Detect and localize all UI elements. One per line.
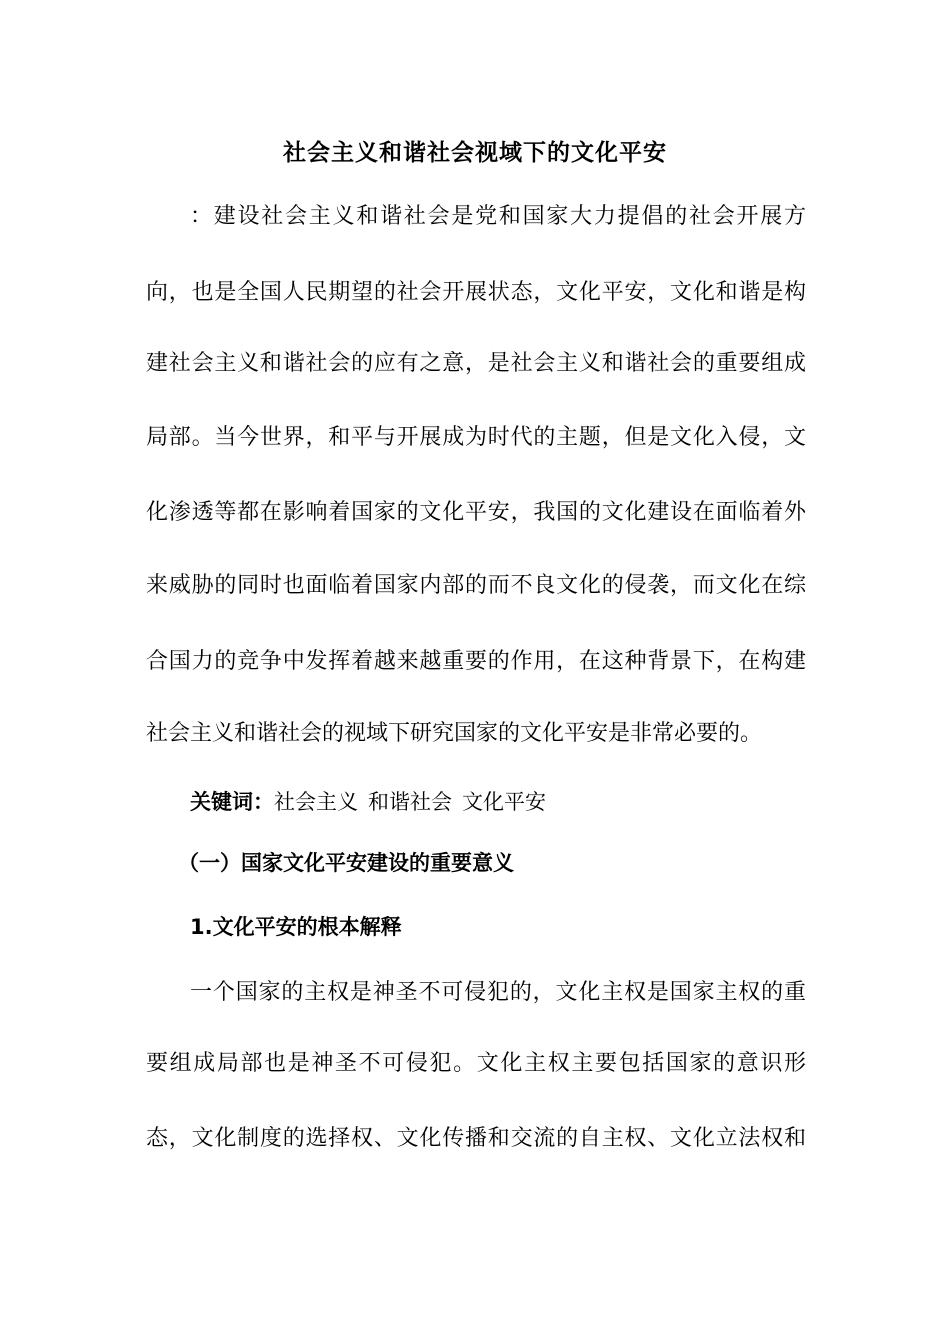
abstract-line: 向，也是全国人民期望的社会开展状态，文化平安，文化和谐是构 bbox=[146, 280, 806, 305]
abstract-line: 局部。当今世界，和平与开展成为时代的主题，但是文化入侵，文 bbox=[146, 425, 806, 450]
abstract-line: 来威胁的同时也面临着国家内部的而不良文化的侵袭，而文化在综 bbox=[146, 573, 806, 598]
abstract-line: 合国力的竞争中发挥着越来越重要的作用，在这种背景下，在构建 bbox=[146, 649, 806, 674]
keywords-label: 关键词： bbox=[190, 790, 274, 814]
abstract-line: 建社会主义和谐社会的应有之意，是社会主义和谐社会的重要组成 bbox=[146, 351, 806, 376]
keywords-line bbox=[190, 787, 806, 817]
keyword: 社会主义 bbox=[274, 790, 358, 814]
abstract-line: ：建设社会主义和谐社会是党和国家大力提倡的社会开展方 bbox=[190, 204, 806, 229]
body-line: 要组成局部也是神圣不可侵犯。文化主权主要包括国家的意识形 bbox=[146, 1051, 806, 1076]
subsection-heading: 1.文化平安的根本解释 bbox=[190, 915, 402, 939]
page-title: 社会主义和谐社会视域下的文化平安 bbox=[283, 140, 667, 166]
abstract-line: 社会主义和谐社会的视域下研究国家的文化平安是非常必要的。 bbox=[146, 721, 763, 746]
abstract-line: 化渗透等都在影响着国家的文化平安，我国的文化建设在面临着外 bbox=[146, 500, 806, 525]
section-heading: （一）国家文化平安建设的重要意义 bbox=[178, 851, 514, 875]
body-line: 态，文化制度的选择权、文化传播和交流的自主权、文化立法权和 bbox=[146, 1126, 806, 1151]
body-line: 一个国家的主权是神圣不可侵犯的，文化主权是国家主权的重 bbox=[190, 980, 806, 1005]
keyword: 和谐社会 bbox=[368, 790, 452, 814]
keyword: 文化平安 bbox=[462, 790, 546, 814]
